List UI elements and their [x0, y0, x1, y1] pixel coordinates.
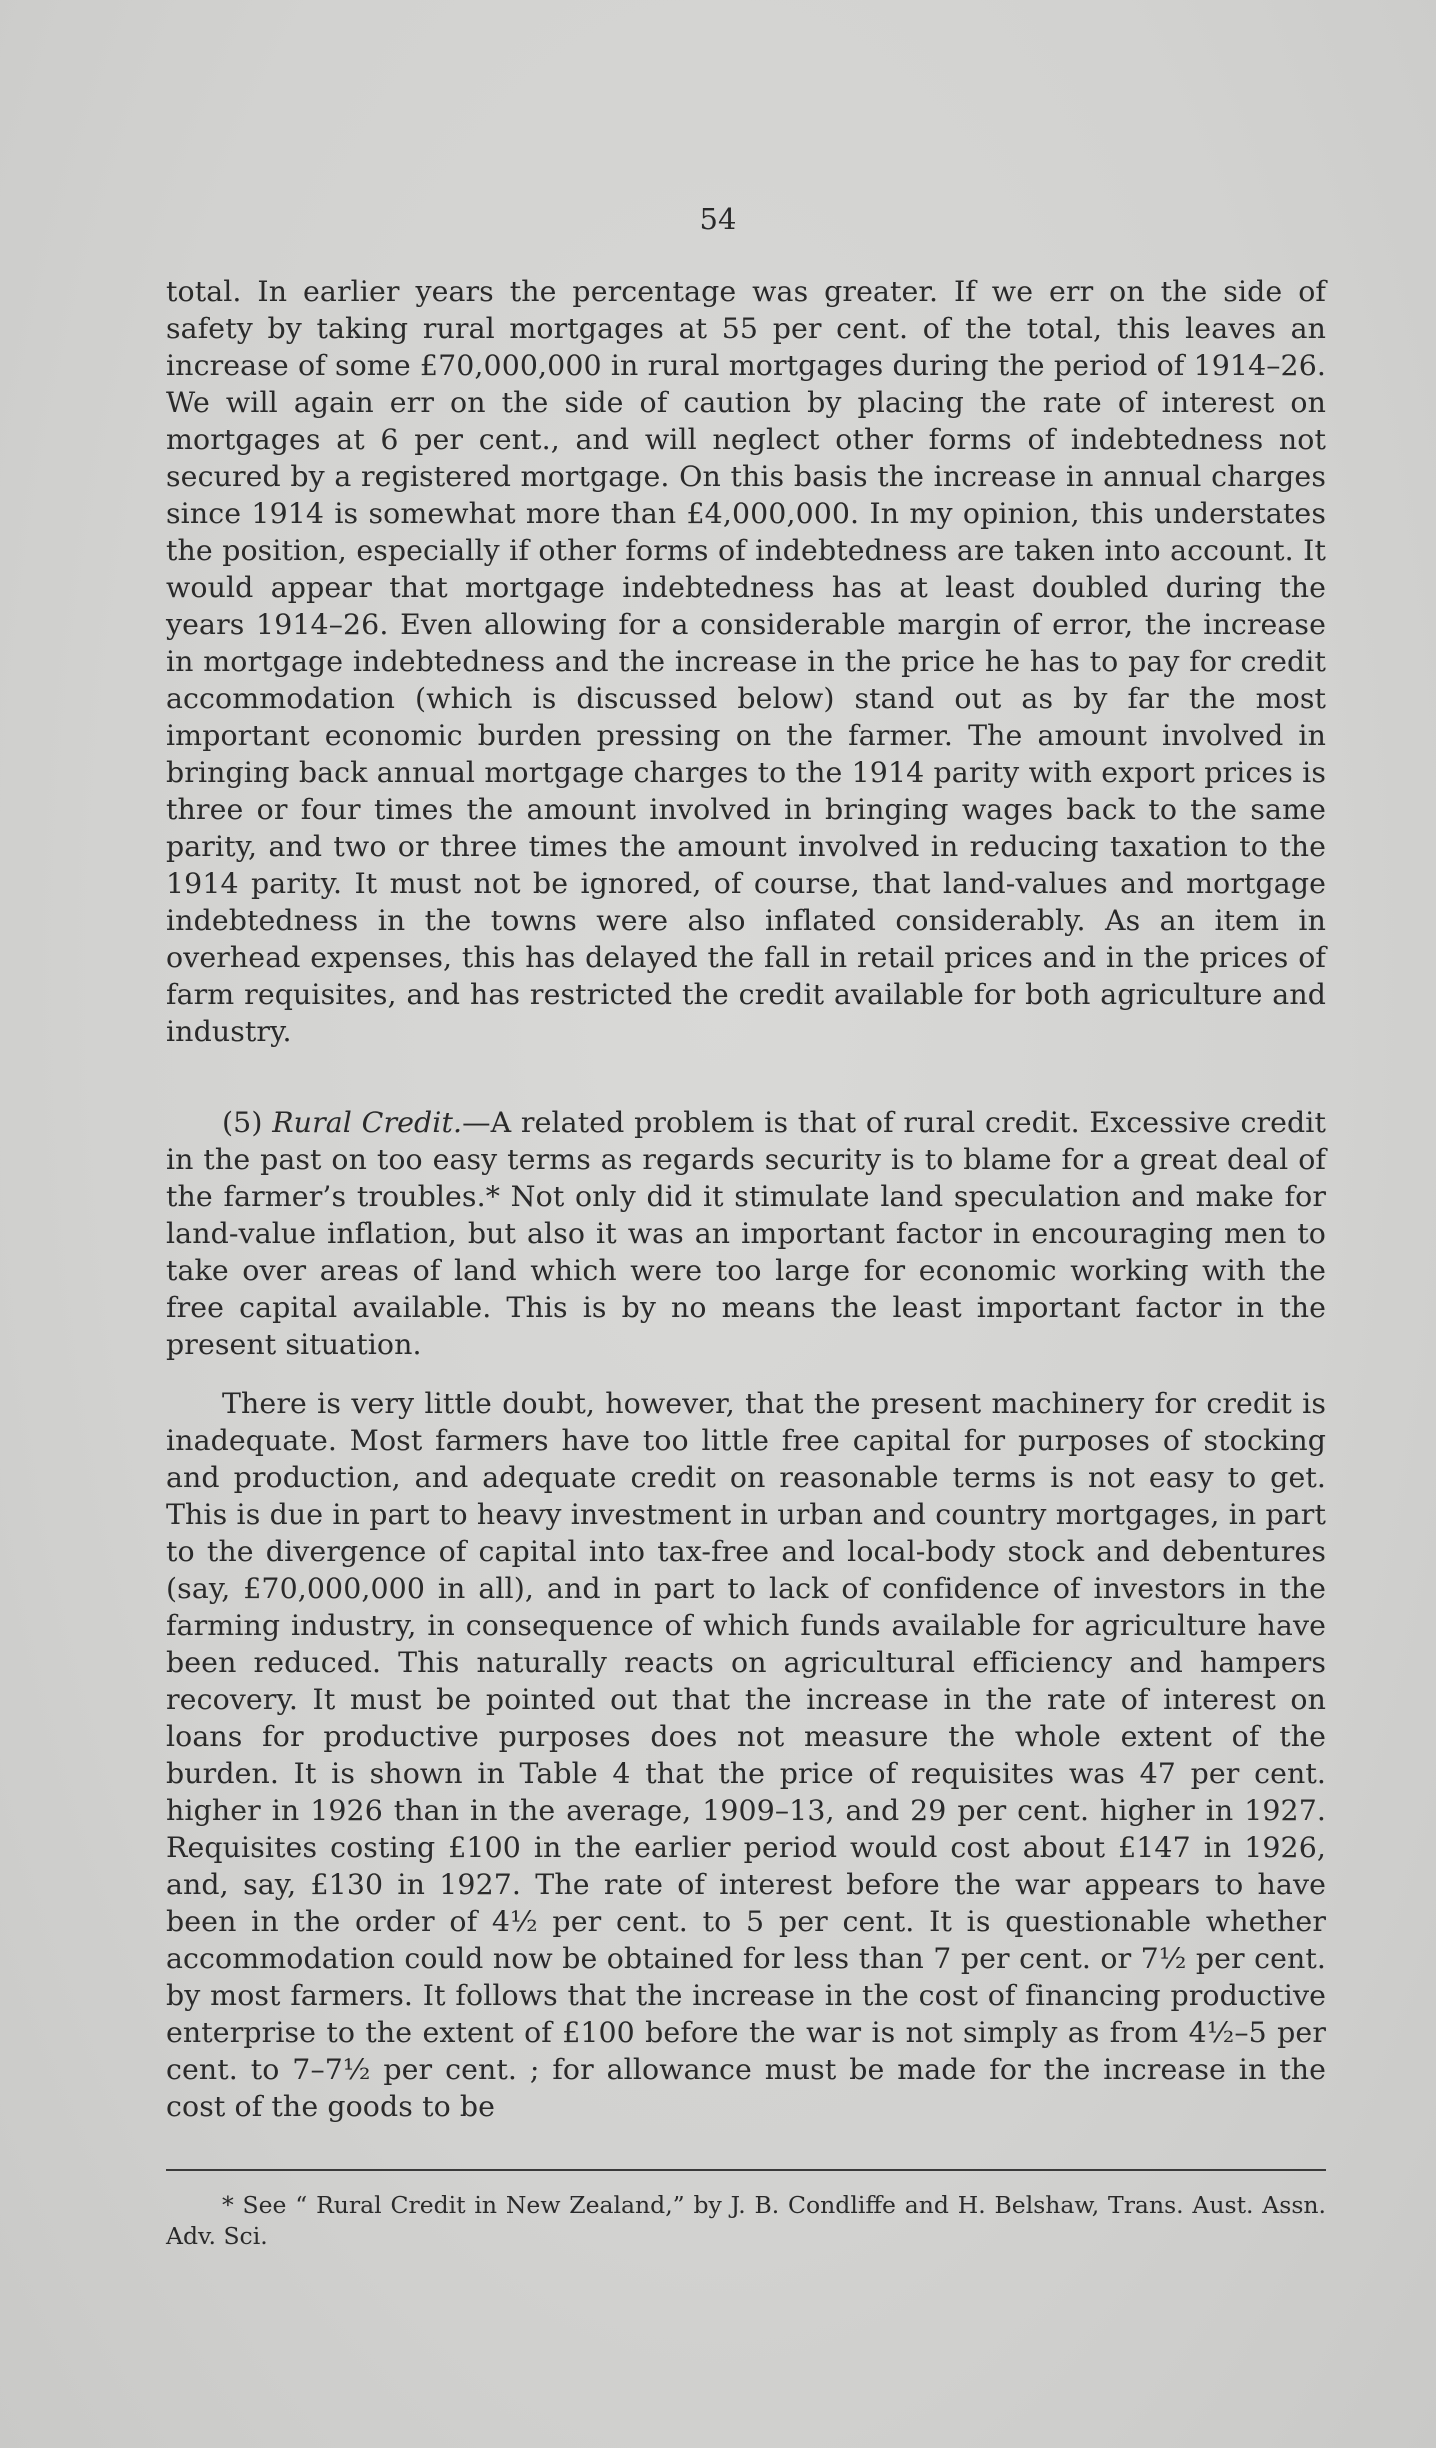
paragraph-1-text: total. In earlier years the percentage was greater. If we err on the side of safety by taking rural mortgages at 55 per cent. of the total, this leaves an increase of some £70,000,000 in rural mortgages during the period of 1914–26. We will again err on the side of caution by placing the rate of interest on mortgages at 6 per cent., and will neglect other forms of indebtedness not secured by a registered mortgage. On this basis the increase in annual charges since 1914 is somewhat more than £4,000,000. In my opinion, this understates the position, especially if other forms of indebtedness are taken into account. It would appear that mortgage indebtedness has at least doubled during the years 1914–26. Even allowing for a considerable margin of error, the increase in mortgage indebtedness and the increase in the price he has to pay for credit accommodation (which is discussed below) stand out as by far the most important economic burden pressing on the farmer. The amount involved in bringing back annual mortgage charges to the 1914 parity with export prices is three or four times the amount involved in bringing wages back to the same parity, and two or three times the amount involved in reducing taxation to the 1914 parity. It must not be ignored, of course, that land-values and mortgage indebtedness in the towns were also inflated considerably. As an item in overhead expenses, this has delayed the fall in retail prices and in the prices of farm requisites, and has restricted the credit available for both agriculture and industry. [166, 275, 1326, 1048]
heading-dash: — [462, 1106, 491, 1139]
paragraph-mortgage-indebtedness [166, 273, 1326, 1050]
paragraph-3-text: There is very little doubt, however, that the present machinery for credit is inadequate. Most farmers have too little free capital for purposes of stocking and production, and adequate credit on reasonable terms is not easy to get. This is due in part to heavy investment in urban and country mortgages, in part to the divergence of capital into tax-free and local-body stock and debentures (say, £70,000,000 in all), and in part to lack of confidence of investors in the farming industry, in consequence of which funds available for agriculture have been reduced. This naturally reacts on agricultural efficiency and hampers recovery. It must be pointed out that the increase in the rate of interest on loans for productive purposes does not measure the whole extent of the burden. It is shown in Table 4 that the price of requisites was 47 per cent. higher in 1926 than in the average, 1909–13, and 29 per cent. higher in 1927. Requisites costing £100 in the earlier period would cost about £147 in 1926, and, say, £130 in 1927. The rate of interest before the war appears to have been in the order of 4½ per cent. to 5 per cent. It is questionable whether accommodation could now be obtained for less than 7 per cent. or 7½ per cent. by most farmers. It follows that the increase in the cost of financing productive enterprise to the extent of £100 before the war is not simply as from 4½–5 per cent. to 7–7½ per cent. ; for allowance must be made for the increase in the cost of the goods to be [166, 1387, 1326, 2123]
footnote: * See “ Rural Credit in New Zealand,” by J. B. Condliffe and H. Belshaw, Trans. Aust. Assn. Adv. Sci. [166, 2191, 1326, 2250]
paragraph-2-body: A related problem is that of rural credit. Excessive credit in the past on too easy terms as regards security is to blame for a great deal of the farmer’s troubles.* Not only did it stimulate land speculation and make for land-value inflation, but also it was an important factor in encouraging men to take over areas of land which were too large for economic working with the free capital available. This is by no means the least important factor in the present situation. [166, 1106, 1326, 1361]
section-heading: Rural Credit. [272, 1106, 463, 1139]
footnote-divider [166, 2169, 1326, 2171]
paragraph-rural-credit [166, 1104, 1326, 1363]
paragraph-2-text [166, 1104, 1326, 1363]
page-number: 54 [699, 202, 737, 236]
paragraph-credit-machinery [166, 1385, 1326, 2125]
section-number: (5) [222, 1106, 263, 1139]
